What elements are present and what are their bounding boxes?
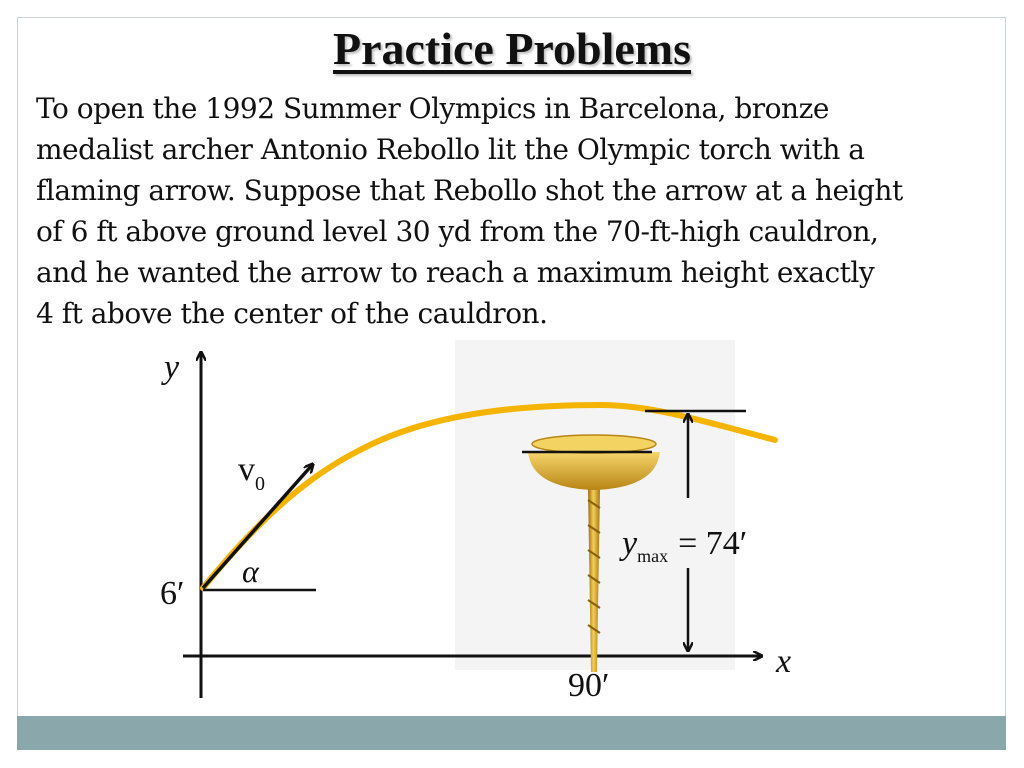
velocity-symbol: v bbox=[238, 451, 255, 488]
problem-line: flaming arrow. Suppose that Rebollo shot the arrow at a height bbox=[36, 174, 903, 207]
problem-line: 4 ft above the center of the cauldron. bbox=[36, 297, 548, 330]
problem-line: and he wanted the arrow to reach a maximum height exactly bbox=[36, 256, 875, 289]
velocity-label bbox=[238, 451, 265, 495]
slide-title: Practice Problems bbox=[332, 23, 692, 74]
x-axis-label: x bbox=[776, 643, 792, 680]
y-axis-label: y bbox=[164, 349, 180, 386]
launch-height-label: 6′ bbox=[160, 575, 185, 612]
problem-line: of 6 ft above ground level 30 yd from the 70-ft-high cauldron, bbox=[36, 215, 879, 248]
velocity-subscript: 0 bbox=[255, 473, 265, 495]
problem-line: medalist archer Antonio Rebollo lit the Olympic torch with a bbox=[36, 133, 865, 166]
ymax-subscript: max bbox=[637, 546, 669, 566]
ymax-value: = 74′ bbox=[678, 525, 748, 562]
distance-label: 90′ bbox=[568, 667, 610, 704]
ymax-symbol: y bbox=[622, 525, 638, 562]
angle-label: α bbox=[242, 553, 259, 589]
problem-line: To open the 1992 Summer Olympics in Barcelona, bronze bbox=[36, 92, 829, 125]
